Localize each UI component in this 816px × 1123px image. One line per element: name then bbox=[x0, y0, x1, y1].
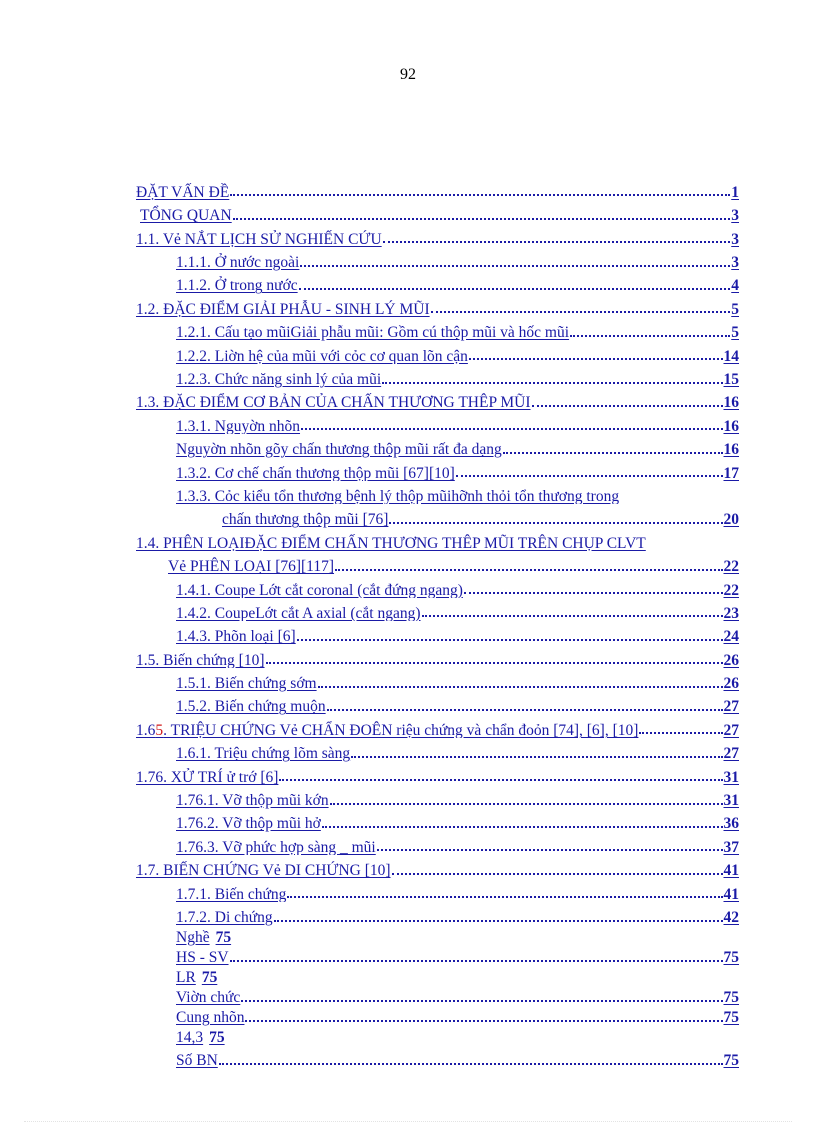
toc-entry-leader-dots bbox=[392, 873, 723, 875]
toc-entry-label: ĐẶT VẤN ĐỀ bbox=[136, 183, 230, 201]
toc-entry-leader-dots bbox=[464, 592, 723, 594]
toc-entry-page-number: 3 bbox=[731, 207, 739, 224]
toc-entry-label: 1.76.1. Vỡ thộp mũi kớn bbox=[176, 792, 329, 809]
toc-entry-label: 1.7.1. Biến chứng bbox=[176, 885, 287, 903]
toc-entry-leader-dots bbox=[377, 849, 723, 851]
toc-entry-page-number: 4 bbox=[731, 277, 739, 294]
toc-entry[interactable] bbox=[136, 855, 739, 878]
toc-entry-label: Số BN bbox=[176, 1052, 218, 1069]
toc-entry-label: 1.5.1. Biến chứng sớm bbox=[176, 675, 317, 692]
toc-entry-leader-dots bbox=[233, 218, 731, 220]
toc-entry-leader-dots bbox=[383, 241, 731, 243]
toc-entry-leader-dots bbox=[245, 1020, 722, 1022]
toc-entry-leader-dots bbox=[382, 382, 722, 384]
toc-entry-page-number: 5 bbox=[731, 324, 739, 341]
toc-entry-label: 1.4. PHÊN LOẠIĐẶC ĐIỂM CHẤN THƯƠNG THÊP MŨI TRÊN CHỤP CLVT bbox=[136, 534, 646, 552]
toc-entry[interactable] bbox=[136, 692, 739, 715]
toc-entry-page-number: 24 bbox=[723, 628, 739, 645]
toc-entry[interactable] bbox=[136, 809, 739, 832]
toc-entry[interactable] bbox=[136, 504, 739, 527]
toc-entry[interactable] bbox=[136, 645, 739, 668]
toc-entry-label: 14,3 bbox=[176, 1029, 204, 1046]
toc-entry-label: 1.2.3. Chức năng sinh lý của mũi bbox=[176, 371, 382, 388]
toc-entry-label: Cung nhõn bbox=[176, 1009, 245, 1026]
toc-entry-page-number: 27 bbox=[723, 721, 739, 739]
toc-entry-label: LR bbox=[176, 969, 196, 986]
toc-entry-page-number: 16 bbox=[723, 394, 739, 411]
toc-entry[interactable] bbox=[136, 926, 739, 946]
toc-entry-page-number: 22 bbox=[723, 581, 739, 599]
toc-entry-leader-dots bbox=[330, 803, 723, 805]
toc-entry[interactable] bbox=[136, 481, 739, 504]
toc-entry-page-number: 27 bbox=[723, 698, 739, 715]
toc-entry[interactable] bbox=[136, 575, 739, 598]
toc-entry-leader-dots bbox=[351, 756, 722, 758]
toc-entry-page-number: 14 bbox=[723, 347, 739, 365]
toc-entry[interactable] bbox=[136, 715, 739, 738]
page-bottom-rule bbox=[24, 1121, 792, 1122]
toc-entry-leader-dots bbox=[570, 335, 730, 337]
toc-entry-leader-dots bbox=[301, 428, 722, 430]
toc-entry-page-number: 26 bbox=[723, 651, 739, 669]
toc-entry-label: 1.4.3. Phõn loại [6] bbox=[176, 628, 296, 645]
toc-entry-page-number: 5 bbox=[731, 300, 739, 318]
toc-entry-page-number: 41 bbox=[723, 885, 739, 903]
toc-entry-label: Viờn chức bbox=[176, 989, 241, 1006]
toc-entry[interactable] bbox=[136, 738, 739, 761]
toc-entry-label: chấn thương thộp mũi [76] bbox=[222, 511, 389, 528]
toc-entry[interactable] bbox=[136, 598, 739, 621]
toc-entry-page-number: 75 bbox=[723, 949, 739, 966]
toc-entry-leader-dots bbox=[322, 826, 723, 828]
toc-entry-leader-dots bbox=[327, 709, 723, 711]
toc-entry-label: 1.3.3. Cỏc kiểu tổn thương bệnh lý thộp mũihỡnh thỏi tổn thương trong bbox=[176, 487, 620, 505]
toc-entry-leader-dots bbox=[456, 475, 723, 477]
toc-entry-label: 1.4.2. CoupeLớt cắt A axial (cắt ngang) bbox=[176, 604, 421, 622]
toc-entry-leader-dots bbox=[287, 896, 722, 898]
toc-entry-leader-dots bbox=[230, 194, 730, 196]
toc-entry[interactable] bbox=[136, 177, 739, 200]
toc-entry[interactable] bbox=[136, 621, 739, 644]
toc-entry-label: 1.76. XỬ TRÍ ử trớ [6] bbox=[136, 768, 279, 786]
toc-entry[interactable] bbox=[136, 986, 739, 1006]
toc-entry-label: 1.1. Vẻ NẮT LỊCH SỬ NGHIẾN CỨU bbox=[136, 230, 382, 248]
toc-entry-label-red-mark: 5 bbox=[155, 721, 164, 739]
toc-entry-leader-dots bbox=[274, 920, 723, 922]
toc-entry-label-prefix: 1.6 bbox=[136, 721, 156, 739]
toc-entry-label: TỔNG QUAN bbox=[140, 207, 232, 224]
toc-entry-page-number: 37 bbox=[723, 838, 739, 856]
toc-entry-label: 1.76.3. Vỡ phức hợp sàng _ mũi bbox=[176, 838, 376, 856]
toc-entry[interactable] bbox=[136, 271, 739, 294]
toc-entry-leader-dots bbox=[389, 522, 722, 524]
toc-entry[interactable] bbox=[136, 458, 739, 481]
toc-entry-leader-dots bbox=[469, 358, 723, 360]
toc-entry-label: 1.7. BIẾN CHỨNG Vẻ DI CHỨNG [10] bbox=[136, 862, 391, 879]
toc-entry-label: 1.2.2. Liờn hệ của mũi với cỏc cơ quan lõn cận bbox=[176, 347, 468, 365]
toc-entry-page-number: 16 bbox=[723, 441, 739, 458]
toc-entry-leader-dots bbox=[335, 569, 722, 571]
toc-entry-label bbox=[136, 723, 638, 739]
toc-entry-label: 1.76.2. Vỡ thộp mũi hở bbox=[176, 815, 321, 832]
toc-entry[interactable] bbox=[136, 388, 739, 411]
toc-entry-leader-dots bbox=[300, 265, 730, 267]
toc-entry[interactable] bbox=[136, 832, 739, 855]
toc-entry-leader-dots bbox=[299, 288, 731, 290]
toc-entry[interactable] bbox=[136, 411, 739, 434]
toc-entry-leader-dots bbox=[279, 779, 722, 781]
toc-entry-label: Nguyờn nhõn gõy chấn thương thộp mũi rất đa dạng bbox=[176, 441, 502, 458]
toc-entry-label: 1.2. ĐẶC ĐIỂM GIẢI PHẪU - SINH LÝ MŨI bbox=[136, 300, 430, 318]
toc-entry-leader-dots bbox=[318, 686, 723, 688]
toc-entry-label: 1.7.2. Di chứng bbox=[176, 909, 273, 926]
toc-entry[interactable] bbox=[136, 528, 739, 551]
toc-entry-page-number: 31 bbox=[723, 792, 739, 809]
toc-entry[interactable] bbox=[136, 434, 739, 457]
toc-entry-leader-dots bbox=[219, 1063, 723, 1065]
toc-entry-page-number: 27 bbox=[723, 745, 739, 762]
toc-entry-leader-dots bbox=[422, 615, 723, 617]
toc-entry[interactable] bbox=[136, 879, 739, 902]
toc-entry-page-number: 75 bbox=[723, 989, 739, 1006]
toc-entry-leader-dots bbox=[266, 662, 723, 664]
table-of-contents bbox=[136, 177, 739, 1069]
toc-entry-label: Nghề bbox=[176, 929, 210, 946]
toc-entry-leader-dots bbox=[532, 405, 723, 407]
toc-entry-leader-dots bbox=[503, 452, 723, 454]
toc-entry-page-number: 17 bbox=[723, 464, 739, 482]
toc-entry-leader-dots bbox=[431, 311, 731, 313]
toc-entry-label: 1.3.2. Cơ chế chấn thương thộp mũi [67][10] bbox=[176, 464, 455, 482]
toc-entry-page-number: 42 bbox=[723, 909, 739, 926]
toc-entry[interactable] bbox=[136, 762, 739, 785]
page-number: 92 bbox=[400, 66, 416, 83]
toc-entry-label: 1.1.1. Ở nước ngoài bbox=[176, 254, 300, 271]
toc-entry[interactable] bbox=[136, 224, 739, 247]
toc-entry-page-number: 75 bbox=[723, 1052, 739, 1069]
toc-entry[interactable] bbox=[136, 1026, 739, 1046]
toc-entry-page-number: 26 bbox=[723, 675, 739, 692]
toc-entry-page-number: 15 bbox=[723, 371, 739, 388]
toc-entry[interactable] bbox=[136, 1006, 739, 1026]
toc-entry[interactable] bbox=[136, 317, 739, 340]
toc-entry-label: 1.3.1. Nguyờn nhõn bbox=[176, 417, 301, 435]
toc-entry[interactable] bbox=[136, 364, 739, 387]
toc-entry-label-text: . TRIỆU CHỨNG Vẻ CHẨN ĐOÊN riệu chứng và chẩn đoỏn [74], [6], [10] bbox=[163, 721, 639, 739]
toc-entry-label: 1.2.1. Cấu tạo mũiGiải phẫu mũi: Gồm cú thộp mũi và hốc mũi bbox=[176, 324, 570, 341]
toc-entry-page-number: 23 bbox=[723, 604, 739, 622]
toc-entry[interactable] bbox=[136, 966, 739, 986]
toc-entry-page-number: 36 bbox=[723, 815, 739, 832]
toc-entry-page-number: 16 bbox=[723, 417, 739, 435]
toc-entry-page-number: 75 bbox=[209, 1029, 225, 1046]
toc-entry-page-number: 75 bbox=[723, 1009, 739, 1026]
toc-entry-label: 1.4.1. Coupe Lớt cắt coronal (cắt đứng ngang) bbox=[176, 581, 463, 599]
toc-entry[interactable] bbox=[136, 200, 739, 223]
toc-entry-label: 1.5.2. Biến chứng muộn bbox=[176, 698, 326, 715]
toc-entry[interactable] bbox=[136, 902, 739, 925]
toc-entry-page-number: 20 bbox=[723, 511, 739, 528]
toc-entry[interactable] bbox=[136, 341, 739, 364]
toc-entry[interactable] bbox=[136, 785, 739, 808]
toc-entry-page-number: 75 bbox=[215, 929, 232, 946]
toc-entry-label: Vẻ PHÊN LOẠI [76][117] bbox=[168, 558, 335, 575]
toc-entry[interactable] bbox=[136, 1046, 739, 1069]
toc-entry[interactable] bbox=[136, 668, 739, 691]
toc-entry-label: 1.1.2. Ở trong nước bbox=[176, 277, 298, 294]
toc-entry-page-number: 3 bbox=[731, 254, 739, 271]
toc-entry-page-number: 22 bbox=[723, 558, 739, 575]
toc-entry-leader-dots bbox=[639, 732, 722, 734]
toc-entry-page-number: 3 bbox=[731, 230, 739, 248]
toc-entry-label: 1.3. ĐẶC ĐIỂM CƠ BẢN CỦA CHẤN THƯƠNG THÊP MŨI bbox=[136, 394, 531, 411]
toc-entry-label: 1.5. Biến chứng [10] bbox=[136, 651, 265, 669]
toc-entry[interactable] bbox=[136, 551, 739, 574]
toc-entry[interactable] bbox=[136, 247, 739, 270]
toc-entry[interactable] bbox=[136, 946, 739, 966]
toc-entry-leader-dots bbox=[230, 960, 723, 962]
toc-entry-page-number: 41 bbox=[723, 862, 739, 879]
toc-entry-leader-dots bbox=[241, 1000, 722, 1002]
toc-entry-page-number: 31 bbox=[723, 768, 739, 786]
toc-entry-page-number: 75 bbox=[201, 969, 218, 986]
toc-entry-leader-dots bbox=[297, 639, 723, 641]
toc-entry-label: 1.6.1. Triệu chứng lõm sàng bbox=[176, 745, 351, 762]
toc-entry[interactable] bbox=[136, 294, 739, 317]
toc-entry-label: HS - SV bbox=[176, 949, 229, 966]
toc-entry-page-number: 1 bbox=[731, 183, 739, 201]
